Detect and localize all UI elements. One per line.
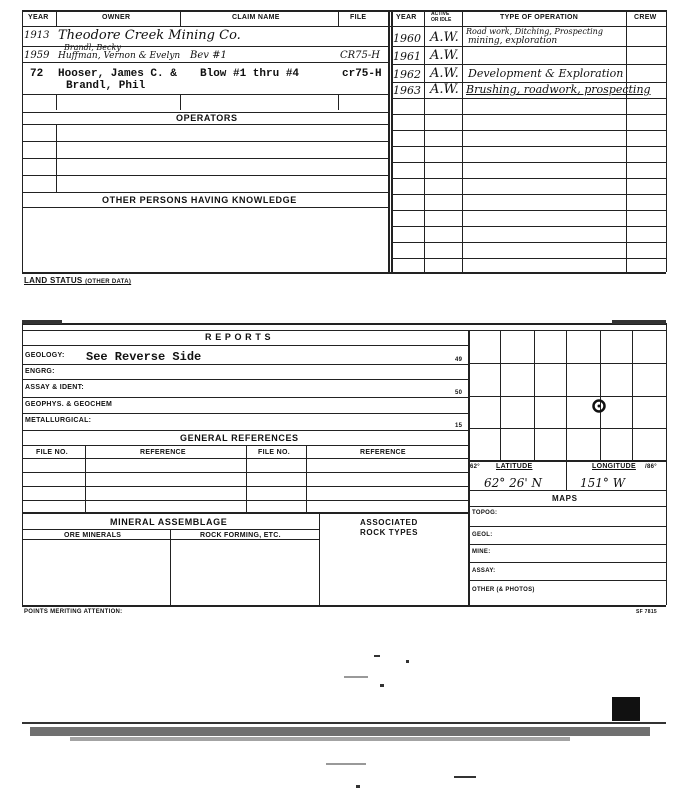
header-year: YEAR [28, 14, 49, 21]
owner-row3-file: cr75-H [342, 68, 382, 80]
rock-forming-label: ROCK FORMING, ETC. [200, 532, 281, 539]
header-active: ACTIVE [431, 11, 450, 17]
ref-reference-1: REFERENCE [140, 449, 186, 456]
op-1961-year: 1961 [393, 50, 421, 63]
latitude-value: 62° 26' N [484, 476, 542, 490]
owner-row2-year: 1959 [24, 50, 50, 61]
owner-row3-claim: Blow #1 thru #4 [200, 68, 300, 80]
ref-file-no-2: FILE NO. [258, 449, 290, 456]
associated-label: ASSOCIATED [360, 518, 418, 527]
maps-title: MAPS [552, 494, 578, 503]
op-1960-year: 1960 [393, 32, 421, 45]
owner-row3-name: Hooser, James C. & [58, 68, 177, 80]
maps-topog: TOPOG: [472, 510, 498, 516]
geophys-label: GEOPHYS. & GEOCHEM [25, 401, 113, 408]
owner-row3-name2: Brandl, Phil [66, 80, 146, 92]
margin-50: 50 [455, 390, 463, 396]
owner-row2-file: CR75-H [340, 50, 381, 61]
operators-title: OPERATORS [176, 113, 238, 123]
op-1963-status: A.W. [430, 82, 459, 97]
latitude-label: LATITUDE [496, 463, 533, 470]
reports-title: R E P O R T S [205, 332, 272, 342]
header-year-ops: YEAR [396, 14, 417, 21]
assay-label: ASSAY & IDENT: [25, 384, 85, 391]
points-meriting-label: POINTS MERITING ATTENTION: [24, 609, 123, 615]
header-crew: CREW [634, 14, 657, 21]
op-1961-status: A.W. [430, 48, 459, 63]
longitude-value: 151° W [580, 476, 626, 490]
owner-row2-name: Huffman, Vernon & Evelyn [58, 51, 181, 61]
location-marker-icon [592, 399, 606, 413]
owner-row3-year: 72 [30, 68, 44, 80]
op-1963-year: 1963 [393, 84, 421, 97]
header-or-idle: OR IDLE [431, 17, 452, 23]
general-references-title: GENERAL REFERENCES [180, 433, 299, 443]
op-1962-year: 1962 [393, 68, 421, 81]
lat-prefix: 62° [470, 464, 480, 470]
owner-row2-claim: Bev #1 [190, 50, 227, 61]
maps-other: OTHER (& PHOTOS) [472, 587, 535, 593]
header-owner: OWNER [102, 14, 131, 21]
ref-reference-2: REFERENCE [360, 449, 406, 456]
margin-49: 49 [455, 357, 463, 363]
ore-minerals-label: ORE MINERALS [64, 532, 122, 539]
ref-file-no-1: FILE NO. [36, 449, 68, 456]
op-1960-type: Road work, Ditching, Prospecting [466, 27, 603, 36]
other-persons-title: OTHER PERSONS HAVING KNOWLEDGE [102, 195, 297, 205]
op-1960-status: A.W. [430, 30, 459, 45]
op-1963-type: Brushing, roadwork, prospecting [466, 83, 651, 96]
owner-row2-name-top: Brandl, Becky [64, 43, 121, 52]
op-1960-type2: mining, exploration [468, 36, 558, 46]
maps-mine: MINE: [472, 549, 491, 555]
geology-value: See Reverse Side [86, 350, 202, 364]
lon-suffix: /86° [645, 464, 657, 470]
owner-row1-name: Theodore Creek Mining Co. [58, 28, 241, 43]
land-status-label: LAND STATUS (OTHER DATA) [24, 276, 132, 285]
margin-15: 15 [455, 423, 463, 429]
geology-label: GEOLOGY: [25, 352, 65, 359]
header-type-operation: TYPE OF OPERATION [500, 14, 579, 21]
owner-row1-year: 1913 [24, 30, 50, 41]
rock-types-label-text: ROCK TYPES [360, 528, 419, 537]
op-1962-status: A.W. [430, 66, 459, 81]
mineral-assemblage-title: MINERAL ASSEMBLAGE [110, 517, 228, 527]
op-1962-type: Development & Exploration [468, 67, 624, 80]
engrg-label: ENGRG: [25, 368, 55, 375]
header-file: FILE [350, 14, 367, 21]
header-claim-name: CLAIM NAME [232, 14, 280, 21]
maps-assay: ASSAY: [472, 568, 496, 574]
metallurgical-label: METALLURGICAL: [25, 417, 92, 424]
maps-geol: GEOL: [472, 532, 493, 538]
form-number: SF 7815 [636, 609, 658, 615]
longitude-label: LONGITUDE [592, 463, 636, 470]
